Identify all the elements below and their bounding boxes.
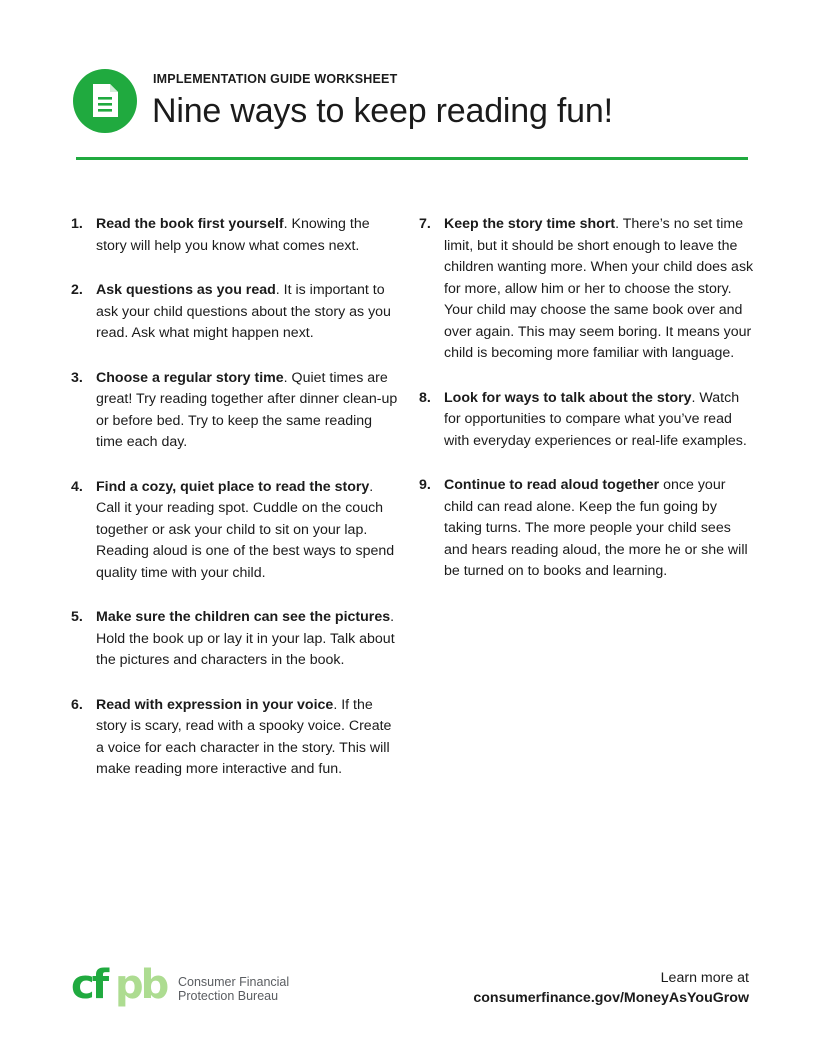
list-item — [71, 477, 401, 585]
item-body: . Knowing the story will help you know what comes next. — [96, 216, 370, 254]
org-name-line1: Consumer Financial — [178, 975, 290, 989]
item-text — [96, 607, 401, 672]
item-lead: Read the book first yourself — [96, 216, 284, 232]
item-body: . Call it your reading spot. Cuddle on the couch together or ask your child to sit on your lap. Reading aloud is one of the best ways to spend quality time with your child. — [96, 478, 395, 581]
item-lead: Make sure the children can see the pictures — [96, 609, 391, 625]
item-lead: Look for ways to talk about the story — [444, 389, 692, 406]
item-text — [444, 388, 754, 453]
item-lead: Keep the story time short — [444, 216, 616, 232]
item-text — [96, 368, 401, 454]
list-item — [419, 475, 754, 583]
list-item — [71, 607, 401, 672]
list-item — [71, 280, 401, 345]
tips-column-right — [419, 214, 754, 606]
item-number: 1. — [71, 216, 83, 232]
learn-more-link[interactable]: consumerfinance.gov/MoneyAsYouGrow — [473, 990, 749, 1006]
item-lead: Ask questions as you read — [96, 282, 276, 298]
item-text — [96, 477, 401, 585]
footer-learn-more — [473, 968, 749, 1008]
cfpb-logo — [71, 965, 171, 1020]
item-lead: Read with expression in your voice — [96, 696, 334, 713]
list-item — [419, 388, 754, 453]
item-text — [96, 214, 401, 257]
item-body: . Quiet times are great! Try reading together after dinner clean-up or before bed. Try to keep the same reading time each day. — [96, 369, 398, 450]
item-number: 6. — [71, 696, 83, 713]
header-divider — [76, 157, 748, 160]
item-number: 7. — [419, 216, 431, 232]
item-body: . There’s no set time limit, but it should be short enough to leave the children wanting more. When your child does ask for more, allow him or her to choose the story. Your child may choose the same book over and over again. This may seem boring. It means your child is becoming more familiar with language. — [444, 216, 754, 361]
org-name-line2: Protection Bureau — [178, 989, 279, 1003]
cfpb-logo-mark — [71, 965, 171, 1015]
item-text — [96, 695, 401, 781]
svg-text:cf: cf — [71, 965, 107, 1008]
list-item — [419, 214, 754, 365]
worksheet-eyebrow: IMPLEMENTATION GUIDE WORKSHEET — [153, 72, 398, 86]
item-body: . It is important to ask your child questions about the story as you read. Ask what might happen next. — [96, 282, 391, 341]
svg-text:pb: pb — [115, 965, 167, 1008]
tips-column-left — [71, 214, 401, 804]
item-body: . Hold the book up or lay it in your lap. Talk about the pictures and characters in the book. — [96, 609, 395, 668]
item-number: 5. — [71, 609, 83, 625]
page-title: Nine ways to keep reading fun! — [152, 92, 613, 130]
org-name — [178, 975, 289, 1003]
item-number: 3. — [71, 369, 83, 386]
list-item — [71, 214, 401, 257]
document-icon-glyph — [90, 83, 120, 119]
document-icon — [73, 69, 137, 133]
item-text — [96, 280, 401, 345]
list-item — [71, 368, 401, 454]
item-text — [444, 214, 754, 365]
item-body: . Watch for opportunities to compare what you’ve read with everyday experiences or real-life examples. — [444, 389, 747, 449]
item-body: . If the story is scary, read with a spooky voice. Create a voice for each character in the story. This will make reading more interactive and fun. — [96, 696, 392, 777]
item-number: 9. — [419, 477, 431, 493]
item-number: 4. — [71, 478, 83, 495]
learn-more-label: Learn more at — [660, 970, 749, 986]
item-lead: Choose a regular story time — [96, 369, 284, 386]
item-text — [444, 475, 754, 583]
item-lead: Find a cozy, quiet place to read the story — [96, 478, 370, 495]
item-number: 2. — [71, 282, 83, 298]
item-lead: Continue to read aloud together — [444, 477, 660, 493]
list-item — [71, 695, 401, 781]
item-number: 8. — [419, 389, 431, 406]
item-body: once your child can read alone. Keep the fun going by taking turns. The more people your child sees and hears reading aloud, the more he or she will be turned on to books and learning. — [444, 477, 748, 579]
